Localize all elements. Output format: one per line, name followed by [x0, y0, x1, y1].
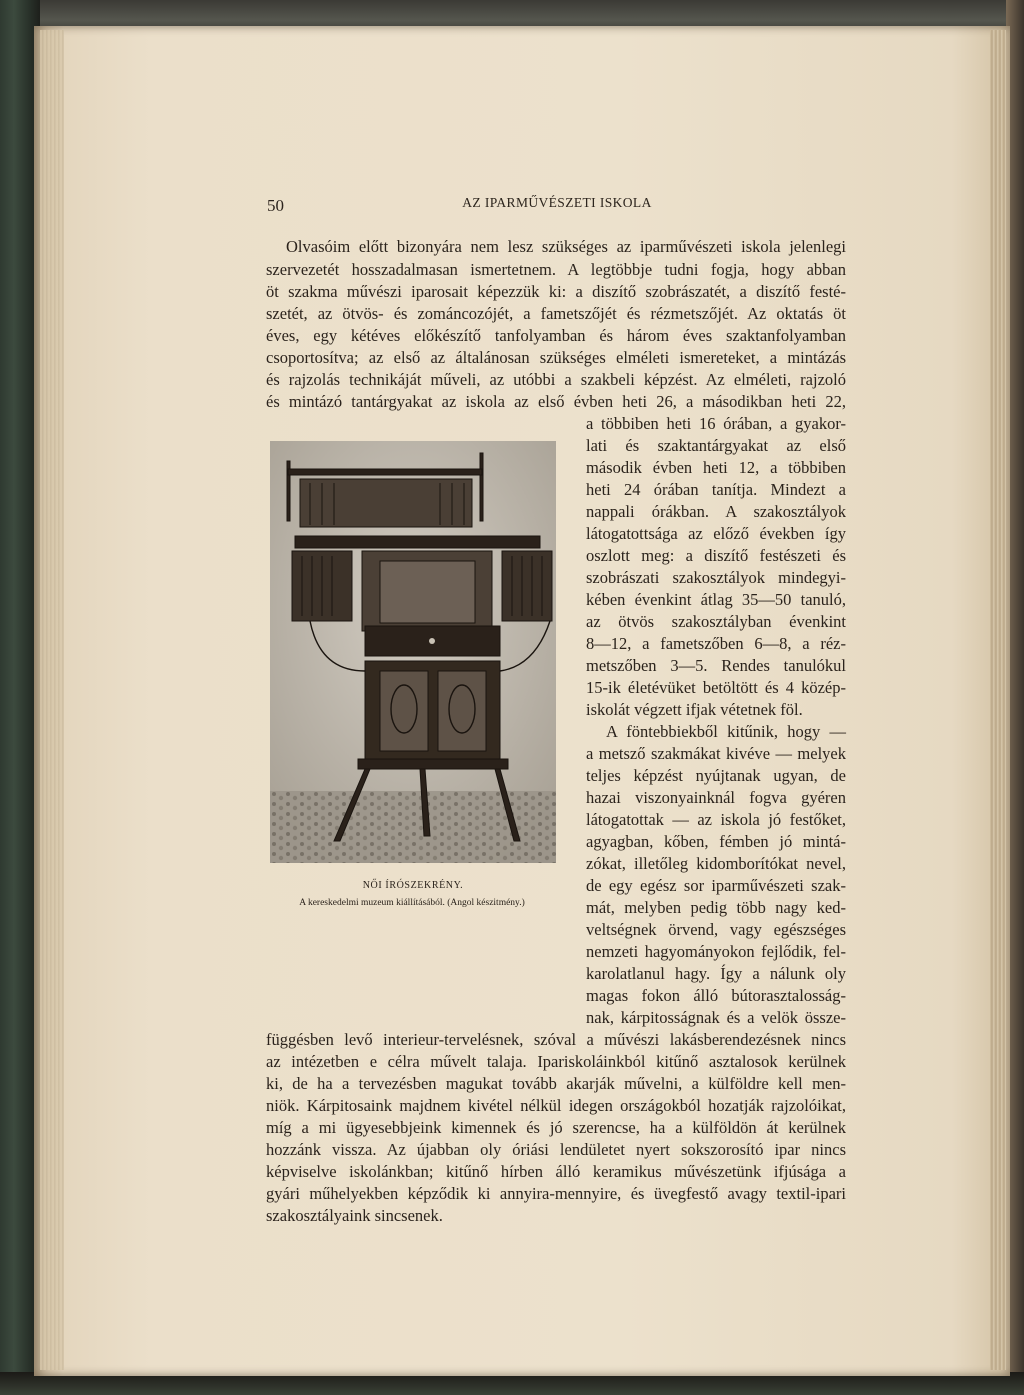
text-line: szetét, az ötvös- és zománcozójét, a fametszőjét és rézmetszőjét. Az oktatás öt — [266, 304, 846, 323]
text-line: 15-ik életévüket betöltött és 4 közép- — [586, 678, 846, 697]
text-line: magas fokon álló bútorasztalosság- — [586, 986, 846, 1005]
text-line: az intézetben e célra művelt talaja. Ipariskoláinkból kitűnő asztalosok kerülnek — [266, 1052, 846, 1071]
running-head — [267, 190, 847, 214]
running-title: AZ IPARMŰVÉSZETI ISKOLA — [462, 195, 652, 210]
text-line: teljes képzést nyújtanak ugyan, de — [586, 766, 846, 785]
text-line: függésben levő interieur-tervelésnek, szóval a művészi lakásberendezésnek nincs — [266, 1030, 846, 1049]
text-line: kében évenkint átlag 35—50 tanuló, — [586, 590, 846, 609]
text-line: szobrászati szakosztályok mindegyi- — [586, 568, 846, 587]
text-line: hozzánk vissza. Az újabban oly óriási lendületet nyert sokszorosító ipar nincs — [266, 1140, 846, 1159]
text-line: gyári műhelyekben képződik ki annyira-mennyire, és üvegfestő avagy textil-ipari — [266, 1184, 846, 1203]
text-line: második évben heti 12, a többiben — [586, 458, 846, 477]
page-edges-right — [990, 30, 1006, 1370]
text-line: A föntebbiekből kitűnik, hogy — — [606, 722, 846, 741]
text-line: a többiben heti 16 órában, a gyakor- — [586, 414, 846, 433]
text-line: hazai viszonyainknál fogva gyéren — [586, 788, 846, 807]
text-line: míg a mi ügyesebbjeink kimennek és jó szerencse, ha a külföldön át kerülnek — [266, 1118, 846, 1137]
text-line: nemzeti hagyományokon fejlődik, fel- — [586, 942, 846, 961]
text-line: de egy egész sor iparművészeti szak- — [586, 876, 846, 895]
text-line: éves, egy kétéves előkészítő tanfolyamban és három éves szaktanfolyamban — [266, 326, 846, 345]
text-line: öt szakma művészi iparosait képezzük ki: a diszítő szobrászatét, a diszítő festé- — [266, 282, 846, 301]
writing-desk-photo — [270, 441, 556, 863]
text-line: látogatottsága az előző években így — [586, 524, 846, 543]
text-line: csoportosítva; az első az általánosan szükséges elméleti ismereteket, a mintázás — [266, 348, 846, 367]
text-line: Olvasóim előtt bizonyára nem lesz szükséges az iparművészeti iskola jelenlegi — [286, 237, 846, 256]
text-line: 8—12, a fametszőben 6—8, a réz- — [586, 634, 846, 653]
figure-caption-source: A kereskedelmi muzeum kiállításából. (Angol készitmény.) — [299, 898, 525, 908]
text-line: iskolát végzett ifjak vétetnek föl. — [586, 700, 803, 719]
text-line: veltségnek örvend, vagy egészséges — [586, 920, 846, 939]
text-line: oszlott meg: a diszítő festészeti és — [586, 546, 846, 565]
text-line: látogatottak — az iskola jó festőket, — [586, 810, 846, 829]
text-line: szervezetét hosszadalmasan ismertetnem. A legtöbbje tudni fogja, hogy abban — [266, 260, 846, 279]
page-edges-left — [40, 30, 64, 1370]
figure-caption-title: NŐI ÍRÓSZEKRÉNY. — [362, 880, 464, 891]
text-line: szakosztályaink sincsenek. — [266, 1206, 443, 1225]
text-line: képviselve iskolánkban; kitűnő hírben álló keramikus művészetünk ifjúsága a — [266, 1162, 846, 1181]
text-line: mát, melyben pedig több nagy ked- — [586, 898, 846, 917]
text-line: heti 24 órában tanítja. Mindezt a — [586, 480, 846, 499]
text-line: agyagban, kőben, fémben jó mintá- — [586, 832, 846, 851]
text-line: és mintázó tantárgyakat az iskola az első évben heti 26, a másodikban heti 22, — [266, 392, 846, 411]
text-line: karolatlanul hagy. Így a nálunk oly — [586, 964, 846, 983]
page-number: 50 — [267, 196, 284, 215]
text-line: nak, kárpitosságnak és a velök össze- — [586, 1008, 846, 1027]
text-line: zókat, illetőleg kidomborítókat nevel, — [586, 854, 846, 873]
text-line: nappali órákban. A szakosztályok — [586, 502, 846, 521]
text-line: az ötvös szakosztályban évenkint — [586, 612, 846, 631]
text-line: és rajzolás technikáját műveli, az utóbbi a szakbeli képzést. Az elméleti, rajzoló — [266, 370, 846, 389]
text-line: ki, de ha a tervezésben magukat tovább akarják művelni, a külföldre kell men- — [266, 1074, 846, 1093]
text-line: niök. Kárpitosaink majdnem kivétel nélkül idegen országokból hozatják rajzolóikat, — [266, 1096, 846, 1115]
text-line: metszőben 3—5. Rendes tanulókul — [586, 656, 846, 675]
text-line: a metsző szakmákat kivéve — melyek — [586, 744, 846, 763]
text-line: lati és szaktantárgyakat az első — [586, 436, 846, 455]
